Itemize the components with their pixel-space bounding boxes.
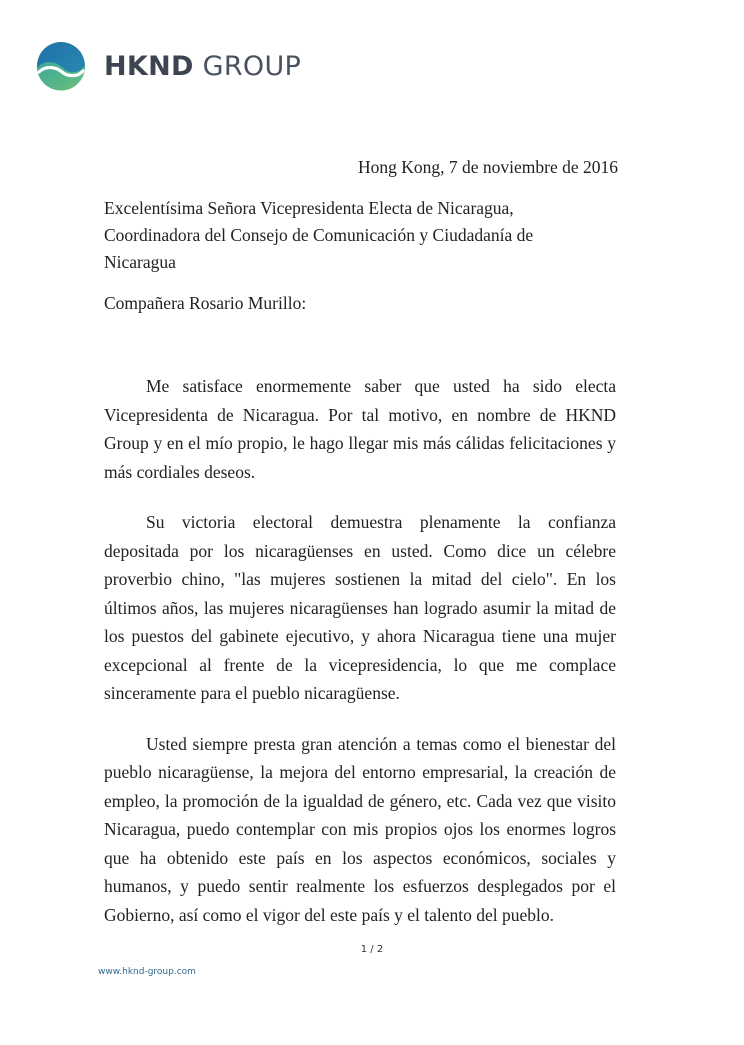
recipient-line: Coordinadora del Consejo de Comunicación y Ciudadanía de [104, 225, 534, 245]
logo-wordmark [104, 51, 301, 82]
hknd-logo-icon [36, 41, 86, 91]
page-number: 1 / 2 [360, 944, 384, 955]
recipient-line: Excelentísima Señora Vicepresidenta Electa de Nicaragua, [104, 198, 514, 218]
letter-date: Hong Kong, 7 de noviembre de 2016 [357, 157, 618, 177]
logo-text-bold: HKND [104, 50, 194, 82]
recipient-block [104, 195, 644, 276]
company-logo [36, 40, 301, 92]
body-paragraph: Usted siempre presta gran atención a temas como el bienestar del pueblo nicaragüense, la mejora del entorno empresarial, la creación de empleo, la promoción de la igualdad de género, etc. Cada vez que visito Nicaragua, puedo contemplar con mis propios ojos los enormes logros que ha obtenido este país en los aspectos económicos, sociales y humanos, y puedo sentir realmente los esfuerzos desplegados por el Gobierno, así como el vigor del este país y el talento del pueblo. [104, 733, 616, 925]
body-paragraph: Me satisface enormemente saber que usted ha sido electa Vicepresidenta de Nicaragua. Por tal motivo, en nombre de HKND Group y en el mío propio, le hago llegar mis más cálidas felicitaciones y más cordiales deseos. [104, 376, 616, 482]
recipient-line: Nicaragua [104, 252, 176, 272]
salutation: Compañera Rosario Murillo: [104, 293, 307, 313]
letter-body [104, 372, 616, 951]
body-paragraph: Su victoria electoral demuestra plenamente la confianza depositada por los nicaragüenses en usted. Como dice un célebre proverbio chino, "las mujeres sostienen la mitad del cielo". En los últimos años, las mujeres nicaragüenses han logrado asumir la mitad de los puestos del gabinete ejecutivo, y ahora Nicaragua tiene una mujer excepcional al frente de la vicepresidencia, lo que me complace sinceramente para el pueblo nicaragüense. [104, 512, 616, 703]
logo-text-light: GROUP [193, 50, 302, 82]
website-link[interactable]: www.hknd-group.com [98, 967, 196, 977]
